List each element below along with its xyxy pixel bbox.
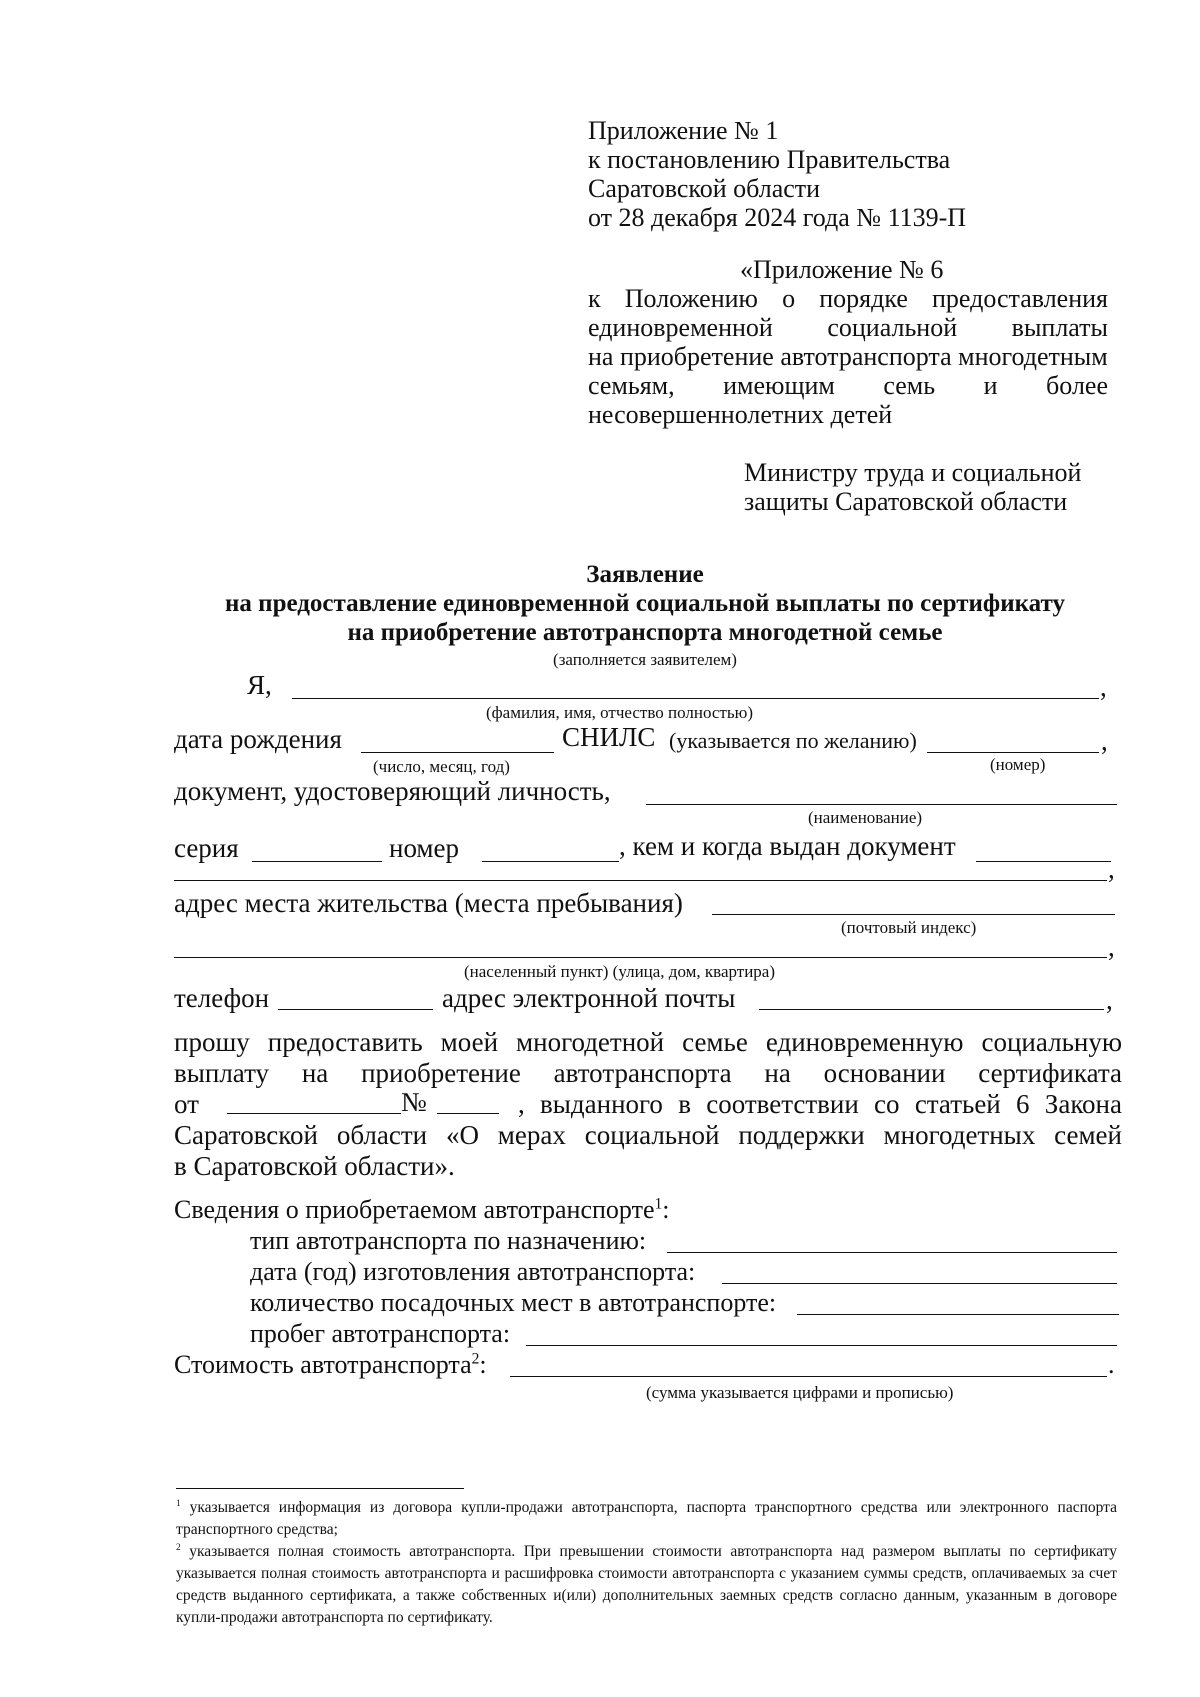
snils-field[interactable] [927, 752, 1099, 753]
title-note: (заполняется заявителем) [553, 650, 737, 669]
snils-comma: , [1101, 726, 1108, 756]
request-line-5: в Саратовской области». [174, 1151, 455, 1181]
header-line-4: от 28 декабря 2024 года № 1139-П [588, 203, 967, 232]
appendix-line: единовременной социальной выплаты [588, 313, 1108, 342]
locality-hint: (населенный пункт) (улица, дом, квартира) [464, 962, 776, 981]
footnote-separator [176, 1488, 464, 1489]
vehicle-heading [174, 1195, 670, 1225]
vehicle-date-field[interactable] [722, 1283, 1117, 1284]
number-field[interactable] [482, 861, 619, 862]
title-line-3: на приобретение автотранспорта многодетной семье [347, 619, 943, 646]
request-from: от [174, 1089, 199, 1119]
postal-index-field[interactable] [712, 914, 1115, 915]
fio-hint: (фамилия, имя, отчество полностью) [486, 703, 753, 722]
footnote-1 [176, 1497, 1117, 1541]
vehicle-cost-label: Стоимость автотранспорта [174, 1350, 472, 1379]
vehicle-mileage-field[interactable] [526, 1345, 1117, 1346]
request-no: № [401, 1087, 427, 1117]
vehicle-cost-field[interactable] [510, 1376, 1107, 1377]
vehicle-cost-hint: (сумма указывается цифрами и прописью) [646, 1383, 954, 1402]
issued-comma: , [1108, 854, 1115, 884]
number-hint: (номер) [990, 755, 1046, 774]
appendix-line: к Положению о порядке предоставления [588, 284, 1108, 313]
date-hint: (число, месяц, год) [373, 757, 510, 776]
phone-field[interactable] [278, 1009, 433, 1010]
phone-label: телефон [174, 983, 270, 1013]
birth-label: дата рождения [174, 724, 342, 754]
vehicle-cost-period: . [1108, 1350, 1115, 1379]
footnote-ref-2: 2 [471, 1350, 480, 1368]
address-label: адрес места жительства (места пребывания) [174, 888, 683, 918]
header-line-2: к постановлению Правительства [588, 145, 951, 174]
series-label: серия [174, 833, 239, 863]
issued-field-continued[interactable] [174, 880, 1107, 881]
vehicle-cost-colon: : [479, 1350, 487, 1379]
footnote-1-text: указывается информация из договора купли-продажи автотранспорта, паспорта транспортного средства или электронного паспорта транспортного средства; [176, 1499, 1118, 1538]
address-field[interactable] [174, 957, 1107, 958]
request-line-3-rest: , выданного в соответствии со статьей 6 Закона [518, 1089, 1122, 1119]
postal-hint: (почтовый индекс) [841, 918, 977, 937]
header-line-1: Приложение № 1 [588, 116, 779, 145]
email-label: адрес электронной почты [442, 983, 736, 1013]
number-label: номер [389, 833, 460, 863]
snils-hint: (указывается по желанию) [669, 728, 917, 753]
addressee-line-2: защиты Саратовской области [744, 487, 1068, 516]
vehicle-type-label: тип автотранспорта по назначению: [250, 1226, 647, 1255]
fio-label: Я, [247, 670, 272, 700]
fio-comma: , [1100, 672, 1107, 702]
footnote-2 [176, 1541, 1117, 1629]
birth-date-field[interactable] [361, 752, 554, 753]
series-field[interactable] [252, 861, 382, 862]
issued-field[interactable] [976, 861, 1111, 862]
vehicle-seats-field[interactable] [797, 1314, 1119, 1315]
doc-field[interactable] [646, 804, 1117, 805]
appendix-line: семьям, имеющим семь и более [588, 371, 1108, 400]
title-line-2: на предоставление единовременной социальной выплаты по сертификату [225, 590, 1065, 617]
footnote-ref-1: 1 [654, 1195, 663, 1213]
email-field[interactable] [759, 1009, 1104, 1010]
vehicle-cost [174, 1350, 487, 1380]
vehicle-type-field[interactable] [667, 1252, 1117, 1253]
footnote-2-text: указывается полная стоимость автотранспорта. При превышении стоимости автотранспорта над размером выплаты по сертификату указывается полная стоимость автотранспорта и расшифровка стоимости автотранспорта с указанием суммы средств, оплачиваемых за счет средств выданного сертификата, а также собственных и(или) дополнительных заемных средств согласно данным, указанным в договоре купли-продажи автотранспорта по сертификату. [176, 1543, 1117, 1626]
request-line-2: выплату на приобретение автотранспорта на основании сертификата [174, 1058, 1122, 1088]
doc-label: документ, удостоверяющий личность, [174, 776, 611, 806]
footnote-2-mark: 2 [176, 1542, 181, 1553]
certificate-number-field[interactable] [437, 1113, 499, 1114]
footnote-1-mark: 1 [176, 1498, 181, 1509]
doc-name-hint: (наименование) [808, 808, 923, 827]
vehicle-heading-colon: : [662, 1195, 670, 1224]
vehicle-seats-label: количество посадочных мест в автотранспорте: [250, 1288, 777, 1317]
certificate-date-field[interactable] [227, 1113, 401, 1114]
appendix-line: несовершеннолетних детей [588, 400, 893, 429]
vehicle-mileage-label: пробег автотранспорта: [250, 1319, 511, 1348]
issued-label: , кем и когда выдан документ [619, 831, 956, 861]
fio-field[interactable] [292, 698, 1099, 699]
header-line-3: Саратовской области [588, 174, 821, 203]
addressee-line-1: Министру труда и социальной [744, 458, 1082, 487]
vehicle-date-label: дата (год) изготовления автотранспорта: [250, 1257, 696, 1286]
title-line-1: Заявление [586, 561, 704, 588]
appendix-title: «Приложение № 6 [740, 255, 944, 284]
address-comma: , [1108, 932, 1115, 962]
snils-label: СНИЛС [562, 722, 656, 752]
request-line-1: прошу предоставить моей многодетной семье единовременную социальную [174, 1027, 1122, 1057]
request-line-4: Саратовской области «О мерах социальной поддержки многодетных семей [174, 1120, 1122, 1150]
vehicle-heading-text: Сведения о приобретаемом автотранспорте [174, 1195, 655, 1224]
email-comma: , [1106, 985, 1113, 1015]
appendix-line: на приобретение автотранспорта многодетным [588, 342, 1108, 371]
